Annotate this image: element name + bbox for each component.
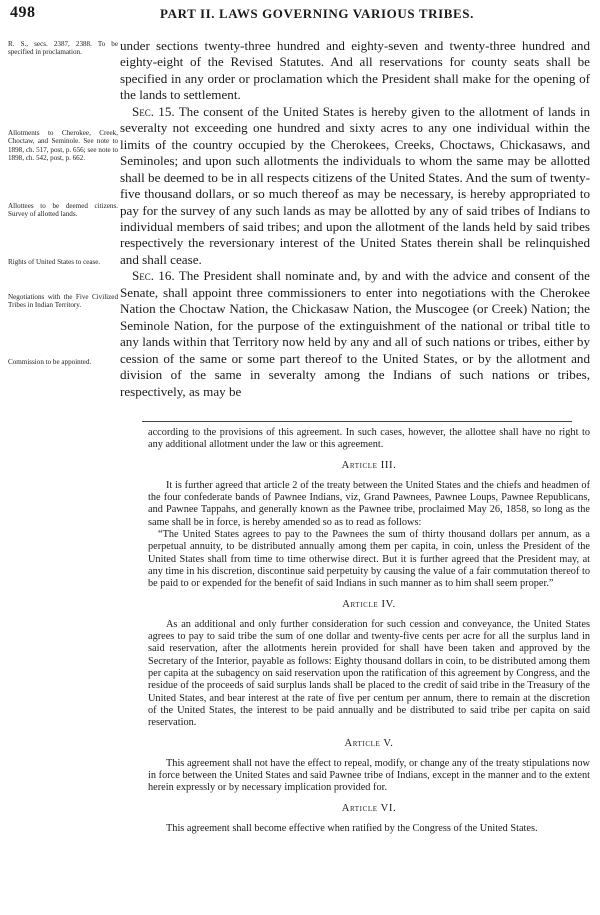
article-heading: Article V. xyxy=(344,737,394,749)
section-16 xyxy=(120,268,590,400)
footnote-paragraph: according to the provisions of this agreement. In such cases, however, the allottee shall have no right to any additional allotment under the law or this agreement. xyxy=(148,427,590,451)
section-label: Sec. 15. xyxy=(132,103,175,119)
article-text: This agreement shall become effective when ratified by the Congress of the United States. xyxy=(166,823,538,835)
margin-note: Allotments to Cherokee, Creek, Choctaw, and Seminole. See note to 1898, ch. 517, post, p. 656; see note to 1898, ch. 542, post, p. 662. xyxy=(8,129,118,162)
margin-note: R. S., secs. 2387, 2388. To be specified in proclamation. xyxy=(8,40,118,57)
article-text: This agreement shall not have the effect to repeal, modify, or change any of the treaty stipulations now in force between the United States and said Pawnee tribe of Indians, except in the manner and to the extent herein expressly or by necessary implication provided for. xyxy=(148,757,590,794)
margin-note: Negotiations with the Five Civilized Tribes in Indian Territory. xyxy=(8,293,118,310)
body-paragraph: under sections twenty-three hundred and eighty-seven and twenty-three hundred and eighty-eight of the Revised Statutes. And all reservations for county seats shall be specified in any order or proclamation which the President shall make for the opening of the lands to settlement. xyxy=(120,38,590,103)
footnote-agreement xyxy=(148,427,590,835)
page-header xyxy=(10,4,588,24)
article-quote: “The United States agrees to pay to the Pawnees the sum of thirty thousand dollars per annum, as a perpetual annuity, to be distributed annually among them per capita, in coin, unless the President of the United States shall from time to time otherwise direct. But it is further agreed that the President may, at any time in his discretion, discontinue said perpetuity by causing the value of a fair commutation thereof to be paid to or expended for the benefit of said Indians in such manner as to him shall seem proper.” xyxy=(148,529,590,590)
section-15 xyxy=(120,104,590,269)
article-heading: Article IV. xyxy=(342,598,396,610)
article-text: As an additional and only further consideration for such cession and conveyance, the United States agrees to pay to said tribe the sum of one dollar and twenty-five cents per acre for all the surplus land in said reservation, after the allotments herein provided for shall have been taken and approved by the Secretary of the Interior, payable as follows: Eighty thousand dollars in coin, to be distributed among them per capita at the subagency on said reservation upon the ratification of this agreement by Congress, and the residue of the proceeds of said surplus lands shall be placed to the credit of said tribe in the Treasury of the United States, and bear interest at the rate of five per centum per annum, there to remain at the discretion of the United States, the interest to be paid annually and be distributed to said tribe per capita on said reservation. xyxy=(148,618,590,729)
page-number: 498 xyxy=(10,4,36,21)
footnote-divider xyxy=(142,421,572,422)
article-text: It is further agreed that article 2 of the treaty between the United States and the chiefs and headmen of the four confederate bands of Pawnee Indians, viz, Grand Pawnees, Pawnee Loups, Pawnee Republicans, and Pawnee Tappahs, and generally known as the Pawnee tribe, proclaimed May 26, 1858, so long as the same shall be in force, is hereby amended so as to read as follows: xyxy=(148,479,590,528)
margin-note: Commission to be appointed. xyxy=(8,358,92,366)
margin-note: Allottees to be deemed citizens. Survey of allotted lands. xyxy=(8,202,118,219)
running-head: PART II. LAWS GOVERNING VARIOUS TRIBES. xyxy=(160,6,474,21)
section-label: Sec. 16. xyxy=(132,268,175,284)
margin-note: Rights of United States to cease. xyxy=(8,258,101,266)
section-text: The President shall nominate and, by and with the advice and consent of the Senate, shall appoint three commissioners to enter into negotiations with the Cherokee Nation the Choctaw Nation, the Chickasaw Nation, the Muscogee (or Creek) Nation; the Seminole Nation, for the purpose of the extinguishment of the national or tribal title to any lands within that Territory now held by any and all of such nations or tribes, either by cession of the same or some part thereof to the United States, or by the allotment and division of the same in severalty among the Indians of such nations or tribes, respectively, as may be xyxy=(120,268,590,399)
statute-text xyxy=(120,38,590,400)
article-heading: Article III. xyxy=(341,459,397,471)
article-heading: Article VI. xyxy=(341,802,397,814)
section-text: The consent of the United States is hereby given to the allotment of lands in severalty not exceeding one hundred and sixty acres to any one individual within the limits of the country occupied by the Cherokees, Creeks, Choctaws, Chickasaws, and Seminoles; and upon such allotments the individuals to whom the same may be allotted shall be deemed to be in all respects citizens of the United States. And the sum of twenty-five thousand dollars, or so much thereof as may be necessary, is hereby appropriated to pay for the survey of any such lands as may be allotted by any of said tribes of Indians to individual members of said tribes; and upon the allotment of the lands held by said tribes respectively the reversionary interest of the United States therein shall be relinquished and shall cease. xyxy=(120,103,591,267)
